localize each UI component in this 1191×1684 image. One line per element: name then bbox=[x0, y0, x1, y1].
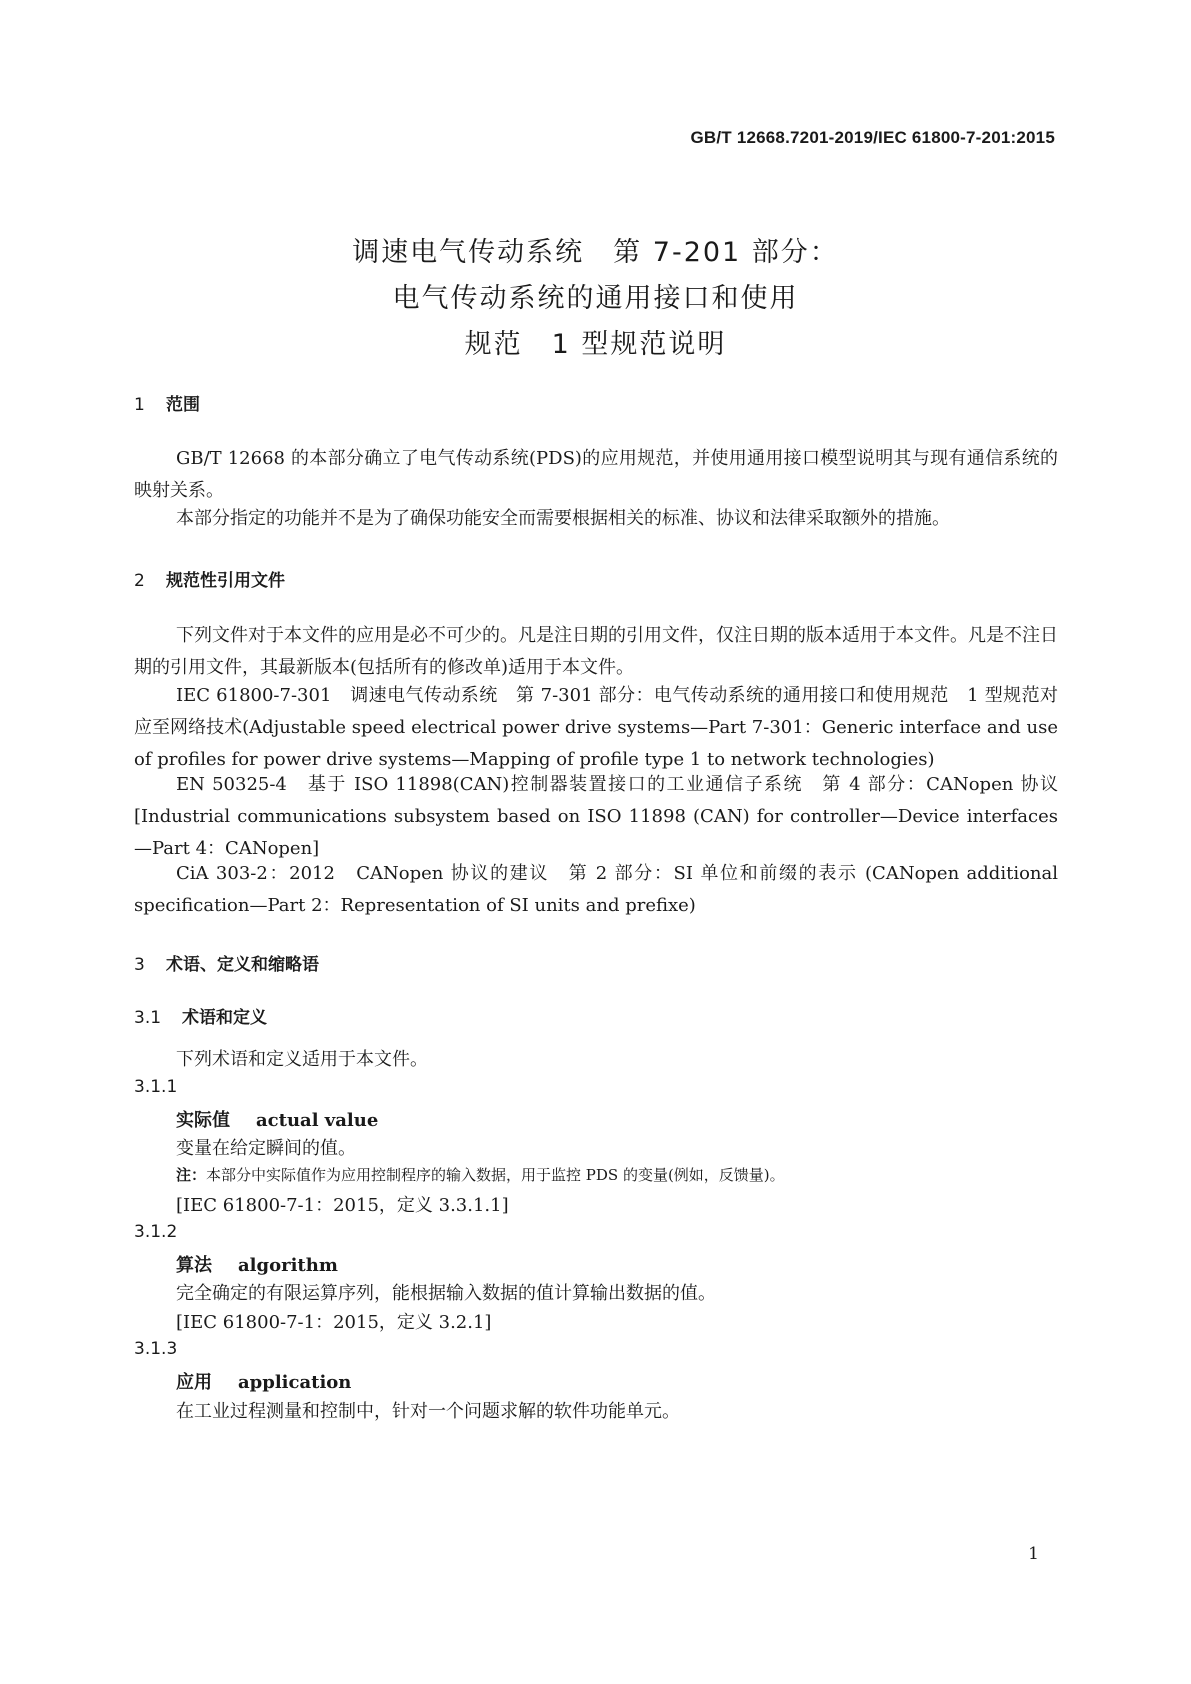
section-title: 规范性引用文件 bbox=[166, 571, 285, 591]
section-title: 范围 bbox=[166, 395, 200, 415]
section-number: 3.1 bbox=[134, 1008, 162, 1028]
term-note bbox=[176, 1164, 785, 1185]
section-heading-terms bbox=[134, 950, 319, 975]
term-heading bbox=[176, 1368, 351, 1394]
term-number: 3.1.3 bbox=[134, 1339, 178, 1359]
note-text: 本部分中实际值作为应用控制程序的输入数据，用于监控 PDS 的变量(例如，反馈量)。 bbox=[206, 1166, 785, 1184]
reference-cia-303-2: CiA 303-2：2012 CANopen 协议的建议 第 2 部分：SI 单位和前缀的表示 (CANopen additional specification—Part 2：Representation of SI units and prefixe) bbox=[134, 863, 1058, 916]
references-intro: 下列文件对于本文件的应用是必不可少的。凡是注日期的引用文件，仅注日期的版本适用于本文件。凡是不注日期的引用文件，其最新版本(包括所有的修改单)适用于本文件。 bbox=[134, 625, 1058, 678]
page-number: 1 bbox=[1028, 1544, 1039, 1564]
term-definition: 变量在给定瞬间的值。 bbox=[176, 1138, 356, 1159]
terms-intro: 下列术语和定义适用于本文件。 bbox=[176, 1049, 428, 1070]
reference-en-50325-4: EN 50325-4 基于 ISO 11898(CAN)控制器装置接口的工业通信子系统 第 4 部分：CANopen 协议[Industrial communications subsystem based on ISO 11898 (CAN) for controller—Device interfaces—Part 4：CANopen] bbox=[134, 774, 1058, 859]
subsection-heading-terms-definitions bbox=[134, 1003, 267, 1028]
term-chinese: 实际值 bbox=[176, 1110, 230, 1131]
section-title: 术语、定义和缩略语 bbox=[166, 955, 319, 975]
note-label: 注： bbox=[176, 1166, 207, 1184]
term-chinese: 应用 bbox=[176, 1372, 212, 1393]
title-line-3: 规范 1 型规范说明 bbox=[464, 329, 727, 360]
title-line-1: 调速电气传动系统 第 7-201 部分： bbox=[352, 237, 839, 268]
section-number: 2 bbox=[134, 571, 145, 591]
term-number: 3.1.2 bbox=[134, 1222, 178, 1242]
term-chinese: 算法 bbox=[176, 1255, 212, 1276]
scope-paragraph-1: GB/T 12668 的本部分确立了电气传动系统(PDS)的应用规范，并使用通用接口模型说明其与现有通信系统的映射关系。 bbox=[134, 448, 1058, 501]
section-title: 术语和定义 bbox=[182, 1008, 267, 1028]
term-english: actual value bbox=[256, 1110, 379, 1131]
title-line-2: 电气传动系统的通用接口和使用 bbox=[392, 283, 799, 314]
document-number-header: GB/T 12668.7201-2019/IEC 61800-7-201:2015 bbox=[690, 128, 1055, 147]
term-heading bbox=[176, 1251, 338, 1277]
section-number: 3 bbox=[134, 955, 145, 975]
term-source: [IEC 61800-7-1：2015，定义 3.3.1.1] bbox=[176, 1195, 509, 1216]
term-number: 3.1.1 bbox=[134, 1077, 178, 1097]
term-definition: 完全确定的有限运算序列，能根据输入数据的值计算输出数据的值。 bbox=[176, 1283, 716, 1304]
term-english: application bbox=[238, 1372, 352, 1393]
term-english: algorithm bbox=[238, 1255, 338, 1276]
section-number: 1 bbox=[134, 395, 145, 415]
section-heading-scope bbox=[134, 390, 200, 415]
term-source: [IEC 61800-7-1：2015，定义 3.2.1] bbox=[176, 1312, 492, 1333]
term-heading bbox=[176, 1106, 378, 1132]
document-title bbox=[0, 230, 1191, 368]
reference-iec-61800-7-301: IEC 61800-7-301 调速电气传动系统 第 7-301 部分：电气传动系统的通用接口和使用规范 1 型规范对应至网络技术(Adjustable speed electrical power drive systems—Part 7-301：Generic interface and use of profiles for power drive systems—Mapping of profile type 1 to network technologies) bbox=[134, 685, 1058, 770]
section-heading-normative-references bbox=[134, 566, 285, 591]
term-definition: 在工业过程测量和控制中，针对一个问题求解的软件功能单元。 bbox=[176, 1401, 680, 1422]
scope-paragraph-2: 本部分指定的功能并不是为了确保功能安全而需要根据相关的标准、协议和法律采取额外的措施。 bbox=[176, 508, 950, 529]
